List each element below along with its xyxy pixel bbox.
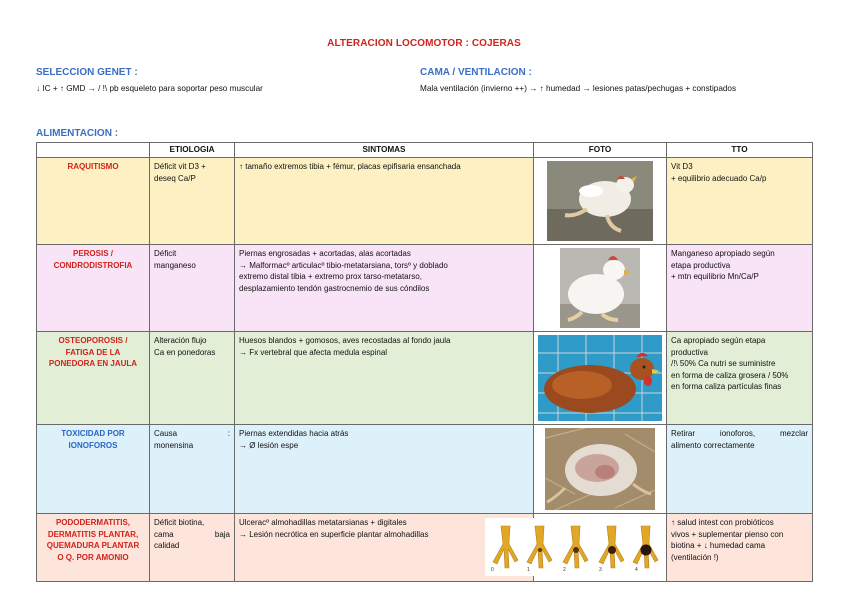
row-sintomas: Piernas extendidas hacia atrás → Ø lesión espe [235,425,534,514]
row-sintomas: Huesos blandos + gomosos, aves recostadas al fondo jaula → Fx vertebral que afecta medula espinal [235,332,534,425]
cama-heading: CAMA / VENTILACION : [420,67,532,78]
table-row [37,332,813,425]
row-sintomas: ↑ tamaño extremos tibia + fémur, placas epifisaria ensanchada [235,158,534,245]
row-sintomas: Piernas engrosadas + acortadas, alas acortadas → Malformacº articulacº tibio-metatarsiana, torsº y doblado extremo distal tibia + extremo prox tarso-metatarso, desplazamiento tendón gastrocnemio de sus cóndilos [235,245,534,332]
foot-score-label: 4 [635,567,638,573]
seleccion-heading: SELECCION GENET : [36,67,138,78]
chicken-ionoforos-photo [545,428,655,510]
seleccion-text: ↓ IC + ↑ GMD → / !\ pb esqueleto para soportar peso muscular [36,84,263,93]
row-photo [534,425,667,514]
row-name: RAQUITISMO [37,158,150,245]
header-tto: TTO [667,143,813,158]
header-blank [37,143,150,158]
table-row [37,514,813,582]
foot-score-label: 2 [563,567,566,573]
row-name: TOXICIDAD POR IONOFOROS [37,425,150,514]
row-tto: Ca apropiado según etapa productiva /!\ 50% Ca nutri se suministre en forma de caliza grosera / 50% en forma caliza partículas finas [667,332,813,425]
table-row [37,245,813,332]
row-tto: Retirar ionoforos, mezclar alimento correctamente [667,425,813,514]
header-sintomas: SINTOMAS [235,143,534,158]
row-name: OSTEOPOROSIS / FATIGA DE LA PONEDORA EN JAULA [37,332,150,425]
table-row [37,425,813,514]
row-etiologia: Déficit biotina, cama baja calidad [150,514,235,582]
cojeras-table [36,142,813,582]
row-photo [534,245,667,332]
row-etiologia: Alteración flujo Ca en ponedoras [150,332,235,425]
hen-cage-photo [538,335,662,421]
row-tto: ↑ salud intest con probióticos vivos + suplementar pienso con biotina + ↓ humedad cama (ventilación !) [667,514,813,582]
cama-text: Mala ventilación (invierno ++) → ↑ humedad → lesiones patas/pechugas + constipados [420,84,737,93]
row-tto: Manganeso apropiado según etapa productiva + mtn equilibrio Mn/Ca/P [667,245,813,332]
row-sintomas: Ulceracº almohadillas metatarsianas + digitales → Lesión necrótica en superficie plantar almohadillas 0 1 2 3 4 [235,514,534,582]
chicken-perosis-photo [560,248,640,328]
header-etiologia: ETIOLOGIA [150,143,235,158]
feet-lesion-scale-photo [485,518,663,576]
alimentacion-heading: ALIMENTACION : [36,128,119,139]
row-name: PODODERMATITIS, DERMATITIS PLANTAR, QUEMADURA PLANTAR O Q. POR AMONIO [37,514,150,582]
table-row [37,158,813,245]
foot-score-label: 3 [599,567,602,573]
row-photo [534,332,667,425]
row-etiologia: Déficit vit D3 + deseq Ca/P [150,158,235,245]
row-name: PEROSIS / CONDRODISTROFIA [37,245,150,332]
foot-score-label: 1 [527,567,530,573]
row-etiologia: Déficit manganeso [150,245,235,332]
row-tto: Vit D3 + equilibrio adecuado Ca/p [667,158,813,245]
table-header-row [37,143,813,158]
page-title: ALTERACION LOCOMOTOR : COJERAS [327,38,521,49]
row-etiologia: Causa : monensina [150,425,235,514]
row-photo [534,158,667,245]
chicken-raquitismo-photo [547,161,653,241]
foot-score-label: 0 [491,567,494,573]
header-foto: FOTO [534,143,667,158]
